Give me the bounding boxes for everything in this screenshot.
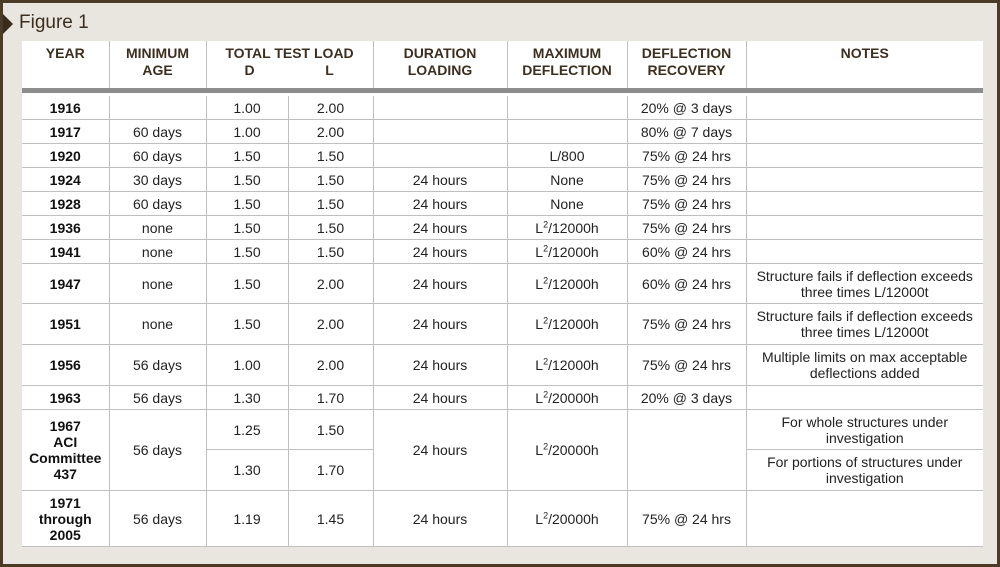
cell-max-deflection: $L^2/12000h$ bbox=[507, 304, 627, 345]
cell-age: none bbox=[109, 240, 206, 264]
figure-title: Figure 1 bbox=[19, 12, 89, 33]
table-row bbox=[22, 240, 983, 264]
table-row bbox=[22, 345, 983, 386]
cell-duration bbox=[373, 120, 507, 144]
header-row bbox=[22, 41, 983, 91]
cell-duration: 24 hours bbox=[373, 192, 507, 216]
cell-l: 2.00 bbox=[288, 345, 373, 386]
cell-year: 1956 bbox=[22, 345, 109, 386]
cell-duration: 24 hours bbox=[373, 264, 507, 304]
cell-notes bbox=[746, 491, 983, 547]
cell-l: 1.45 bbox=[288, 491, 373, 547]
cell-duration bbox=[373, 144, 507, 168]
table-panel bbox=[22, 41, 983, 547]
cell-recovery: 20% @ 3 days bbox=[627, 386, 746, 410]
cell-age bbox=[109, 96, 206, 120]
triangle-marker-icon bbox=[3, 14, 13, 34]
table-row bbox=[22, 192, 983, 216]
cell-d: 1.30 bbox=[206, 450, 288, 491]
cell-duration: 24 hours bbox=[373, 304, 507, 345]
cell-year: 1917 bbox=[22, 120, 109, 144]
cell-notes bbox=[746, 168, 983, 192]
cell-duration bbox=[373, 96, 507, 120]
cell-age: 60 days bbox=[109, 192, 206, 216]
cell-l: 1.50 bbox=[288, 168, 373, 192]
load-test-table bbox=[22, 41, 983, 547]
table-row bbox=[22, 304, 983, 345]
cell-recovery: 75% @ 24 hrs bbox=[627, 192, 746, 216]
cell-max-deflection: $L^2/20000h$ bbox=[507, 491, 627, 547]
cell-d: 1.50 bbox=[206, 192, 288, 216]
cell-year: 1947 bbox=[22, 264, 109, 304]
cell-d: 1.50 bbox=[206, 304, 288, 345]
cell-l: 2.00 bbox=[288, 120, 373, 144]
cell-max-deflection: L/800 bbox=[507, 144, 627, 168]
table-row bbox=[22, 216, 983, 240]
cell-max-deflection: None bbox=[507, 168, 627, 192]
cell-recovery bbox=[627, 410, 746, 491]
cell-duration: 24 hours bbox=[373, 345, 507, 386]
cell-l: 1.70 bbox=[288, 386, 373, 410]
cell-notes bbox=[746, 192, 983, 216]
header-total-test-load: TOTAL TEST LOAD D L bbox=[206, 41, 373, 91]
cell-duration: 24 hours bbox=[373, 386, 507, 410]
cell-recovery: 60% @ 24 hrs bbox=[627, 240, 746, 264]
cell-year: 1924 bbox=[22, 168, 109, 192]
figure-heading bbox=[3, 9, 303, 39]
cell-notes bbox=[746, 386, 983, 410]
cell-l: 2.00 bbox=[288, 96, 373, 120]
cell-notes: Multiple limits on max acceptable deflections added bbox=[746, 345, 983, 386]
cell-d: 1.19 bbox=[206, 491, 288, 547]
cell-year: 1936 bbox=[22, 216, 109, 240]
table-row bbox=[22, 386, 983, 410]
cell-l: 2.00 bbox=[288, 264, 373, 304]
cell-year: 1951 bbox=[22, 304, 109, 345]
cell-l: 1.50 bbox=[288, 410, 373, 450]
cell-duration: 24 hours bbox=[373, 410, 507, 491]
cell-notes bbox=[746, 216, 983, 240]
cell-recovery: 75% @ 24 hrs bbox=[627, 168, 746, 192]
cell-d: 1.25 bbox=[206, 410, 288, 450]
cell-notes bbox=[746, 96, 983, 120]
cell-age: 56 days bbox=[109, 345, 206, 386]
cell-max-deflection bbox=[507, 120, 627, 144]
cell-max-deflection: None bbox=[507, 192, 627, 216]
cell-age: none bbox=[109, 216, 206, 240]
cell-l: 2.00 bbox=[288, 304, 373, 345]
cell-notes bbox=[746, 120, 983, 144]
cell-year: 1967 ACI Committee 437 bbox=[22, 410, 109, 491]
cell-age: 60 days bbox=[109, 144, 206, 168]
cell-max-deflection: $L^2/12000h$ bbox=[507, 240, 627, 264]
header-max-deflection: MAXIMUM DEFLECTION bbox=[507, 41, 627, 91]
cell-max-deflection: $L^2/12000h$ bbox=[507, 345, 627, 386]
cell-year: 1963 bbox=[22, 386, 109, 410]
cell-d: 1.50 bbox=[206, 240, 288, 264]
cell-l: 1.70 bbox=[288, 450, 373, 491]
cell-year: 1916 bbox=[22, 96, 109, 120]
cell-notes bbox=[746, 144, 983, 168]
header-deflection-recovery: DEFLECTION RECOVERY bbox=[627, 41, 746, 91]
cell-duration: 24 hours bbox=[373, 240, 507, 264]
table-row bbox=[22, 120, 983, 144]
header-min-age: MINIMUM AGE bbox=[109, 41, 206, 91]
cell-notes: For whole structures under investigation bbox=[746, 410, 983, 450]
table-row bbox=[22, 96, 983, 120]
header-notes: NOTES bbox=[840, 45, 889, 61]
table-row bbox=[22, 410, 983, 450]
cell-recovery: 80% @ 7 days bbox=[627, 120, 746, 144]
table-row bbox=[22, 144, 983, 168]
cell-age: 56 days bbox=[109, 491, 206, 547]
cell-d: 1.00 bbox=[206, 120, 288, 144]
table-row bbox=[22, 491, 983, 547]
cell-d: 1.50 bbox=[206, 264, 288, 304]
cell-max-deflection bbox=[507, 96, 627, 120]
cell-recovery: 75% @ 24 hrs bbox=[627, 144, 746, 168]
cell-max-deflection: $L^2/12000h$ bbox=[507, 216, 627, 240]
header-year: YEAR bbox=[22, 41, 109, 91]
table-row bbox=[22, 264, 983, 304]
cell-recovery: 75% @ 24 hrs bbox=[627, 345, 746, 386]
cell-d: 1.50 bbox=[206, 144, 288, 168]
cell-l: 1.50 bbox=[288, 240, 373, 264]
header-load-l: L bbox=[325, 62, 334, 78]
cell-notes: Structure fails if deflection exceeds three times L/12000t bbox=[746, 304, 983, 345]
cell-recovery: 20% @ 3 days bbox=[627, 96, 746, 120]
cell-recovery: 75% @ 24 hrs bbox=[627, 216, 746, 240]
cell-recovery: 60% @ 24 hrs bbox=[627, 264, 746, 304]
table-row bbox=[22, 168, 983, 192]
cell-age: 56 days bbox=[109, 386, 206, 410]
cell-max-deflection: $L^2/20000h$ bbox=[507, 386, 627, 410]
cell-recovery: 75% @ 24 hrs bbox=[627, 304, 746, 345]
cell-notes bbox=[746, 240, 983, 264]
cell-l: 1.50 bbox=[288, 144, 373, 168]
cell-year: 1920 bbox=[22, 144, 109, 168]
cell-d: 1.00 bbox=[206, 96, 288, 120]
cell-max-deflection: $L^2/20000h$ bbox=[507, 410, 627, 491]
cell-notes: Structure fails if deflection exceeds three times L/12000t bbox=[746, 264, 983, 304]
cell-age: 56 days bbox=[109, 410, 206, 491]
cell-age: 60 days bbox=[109, 120, 206, 144]
cell-duration: 24 hours bbox=[373, 168, 507, 192]
cell-max-deflection: $L^2/12000h$ bbox=[507, 264, 627, 304]
cell-d: 1.50 bbox=[206, 216, 288, 240]
cell-year: 1928 bbox=[22, 192, 109, 216]
cell-age: 30 days bbox=[109, 168, 206, 192]
cell-notes: For portions of structures under investigation bbox=[746, 450, 983, 491]
cell-recovery: 75% @ 24 hrs bbox=[627, 491, 746, 547]
cell-d: 1.00 bbox=[206, 345, 288, 386]
cell-l: 1.50 bbox=[288, 216, 373, 240]
cell-d: 1.30 bbox=[206, 386, 288, 410]
cell-age: none bbox=[109, 304, 206, 345]
cell-duration: 24 hours bbox=[373, 216, 507, 240]
header-duration: DURATION LOADING bbox=[373, 41, 507, 91]
cell-year: 1941 bbox=[22, 240, 109, 264]
cell-d: 1.50 bbox=[206, 168, 288, 192]
header-load-d: D bbox=[244, 62, 255, 78]
cell-l: 1.50 bbox=[288, 192, 373, 216]
cell-age: none bbox=[109, 264, 206, 304]
cell-year: 1971 through 2005 bbox=[22, 491, 109, 547]
cell-duration: 24 hours bbox=[373, 491, 507, 547]
